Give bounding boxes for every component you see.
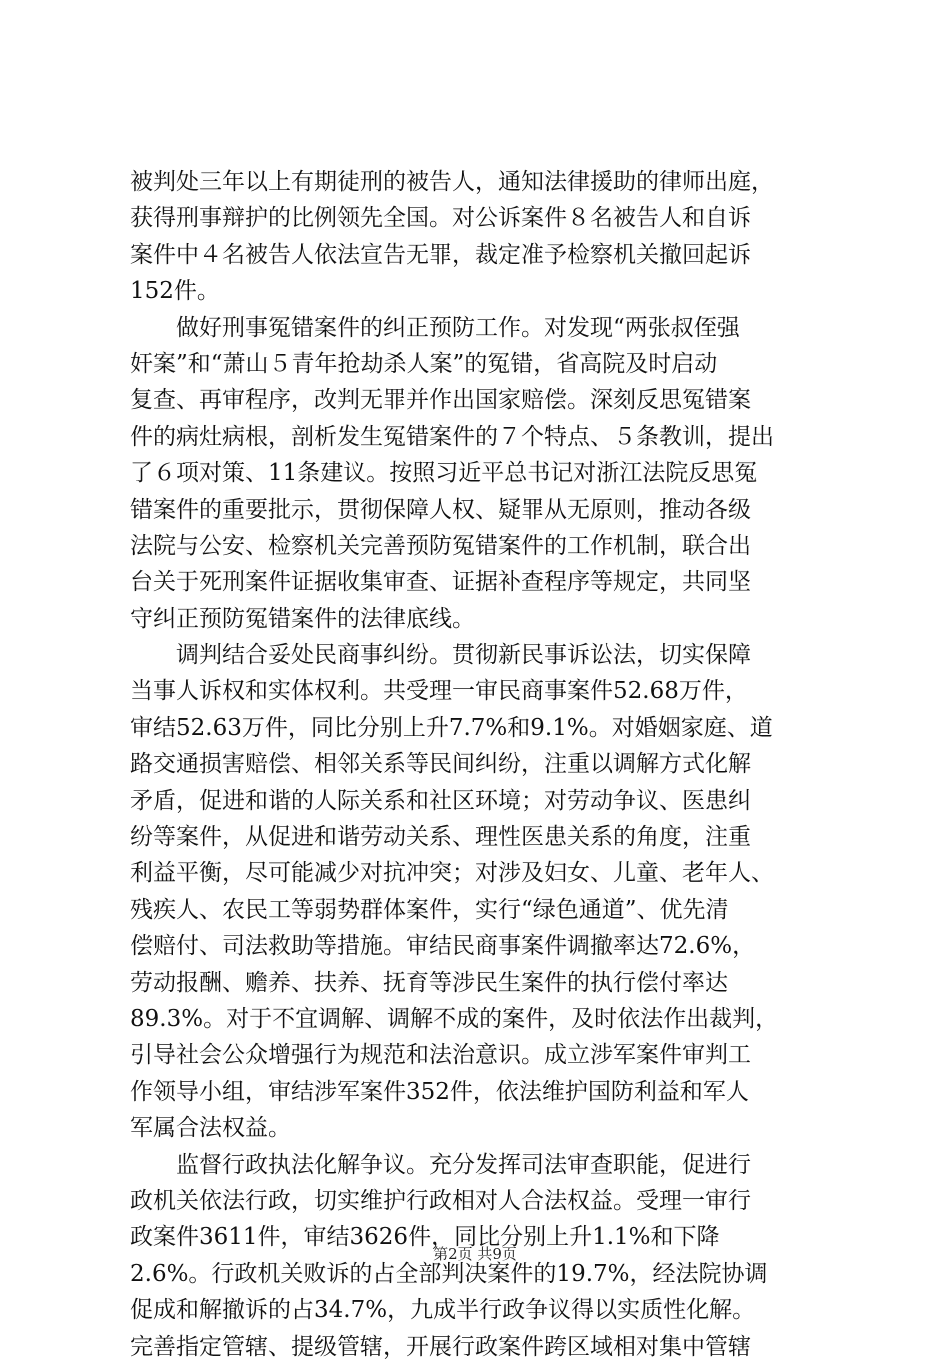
text-line: 2.6%。行政机关败诉的占全部判决案件的19.7%，经法院协调 — [130, 1260, 768, 1287]
text-line: 当事人诉权和实体权利。共受理一审民商事案件52.68万件， — [130, 678, 748, 705]
text-line: 审结52.63万件，同比分别上升7.7%和9.1%。对婚姻家庭、道 — [130, 714, 773, 741]
text-line: 台关于死刑案件证据收集审查、证据补查程序等规定，共同坚 — [130, 569, 751, 596]
text-line: 做好刑事冤错案件的纠正预防工作。对发现“两张叔侄强 — [130, 314, 740, 341]
text-line: 矛盾，促进和谐的人际关系和社区环境；对劳动争议、医患纠 — [130, 787, 751, 814]
page-footer: 第2页 共9页 — [433, 1245, 517, 1263]
text-line: 被判处三年以上有期徒刑的被告人，通知法律援助的律师出庭， — [130, 169, 774, 195]
text-line: 作领导小组，审结涉军案件352件，依法维护国防利益和军人 — [130, 1078, 749, 1105]
body-text — [130, 164, 830, 1365]
text-line: 引导社会公众增强行为规范和法治意识。成立涉军案件审判工 — [130, 1042, 751, 1069]
text-line: 劳动报酬、赡养、扶养、抚育等涉民生案件的执行偿付率达 — [130, 969, 728, 996]
text-line: 了６项对策、11条建议。按照习近平总书记对浙江法院反思冤 — [130, 460, 758, 487]
text-line: 政机关依法行政，切实维护行政相对人合法权益。受理一审行 — [130, 1187, 751, 1214]
text-line: 政案件3611件，审结3626件，同比分别上升1.1%和下降 — [130, 1224, 720, 1251]
text-line: 复查、再审程序，改判无罪并作出国家赔偿。深刻反思冤错案 — [130, 387, 751, 414]
text-line: 调判结合妥处民商事纠纷。贯彻新民事诉讼法，切实保障 — [130, 642, 751, 669]
text-line: 152件。 — [130, 278, 220, 305]
text-line: 监督行政执法化解争议。充分发挥司法审查职能，促进行 — [130, 1151, 751, 1178]
text-line: 获得刑事辩护的比例领先全国。对公诉案件８名被告人和自诉 — [130, 205, 751, 232]
text-line: 促成和解撤诉的占34.7%，九成半行政争议得以实质性化解。 — [130, 1297, 756, 1324]
text-line: 守纠正预防冤错案件的法律底线。 — [130, 605, 475, 632]
text-line: 完善指定管辖、提级管辖，开展行政案件跨区域相对集中管辖 — [130, 1333, 751, 1360]
text-line: 路交通损害赔偿、相邻关系等民间纠纷，注重以调解方式化解 — [130, 751, 751, 778]
text-line: 奸案”和“萧山５青年抢劫杀人案”的冤错，省高院及时启动 — [130, 350, 718, 377]
text-line: 案件中４名被告人依法宣告无罪，裁定准予检察机关撤回起诉 — [130, 241, 751, 268]
text-line: 偿赔付、司法救助等措施。审结民商事案件调撤率达72.6%， — [130, 933, 756, 960]
text-line: 军属合法权益。 — [130, 1115, 291, 1142]
text-line: 利益平衡，尽可能减少对抗冲突；对涉及妇女、儿童、老年人、 — [130, 860, 774, 887]
text-line: 法院与公安、检察机关完善预防冤错案件的工作机制，联合出 — [130, 532, 751, 559]
text-line: 残疾人、农民工等弱势群体案件，实行“绿色通道”、优先清 — [130, 896, 729, 923]
text-line: 错案件的重要批示，贯彻保障人权、疑罪从无原则，推动各级 — [130, 496, 751, 523]
text-line: 89.3%。对于不宜调解、调解不成的案件，及时依法作出裁判， — [130, 1005, 779, 1032]
text-line: 纷等案件，从促进和谐劳动关系、理性医患关系的角度，注重 — [130, 824, 751, 851]
text-line: 件的病灶病根，剖析发生冤错案件的７个特点、５条教训，提出 — [130, 423, 774, 450]
